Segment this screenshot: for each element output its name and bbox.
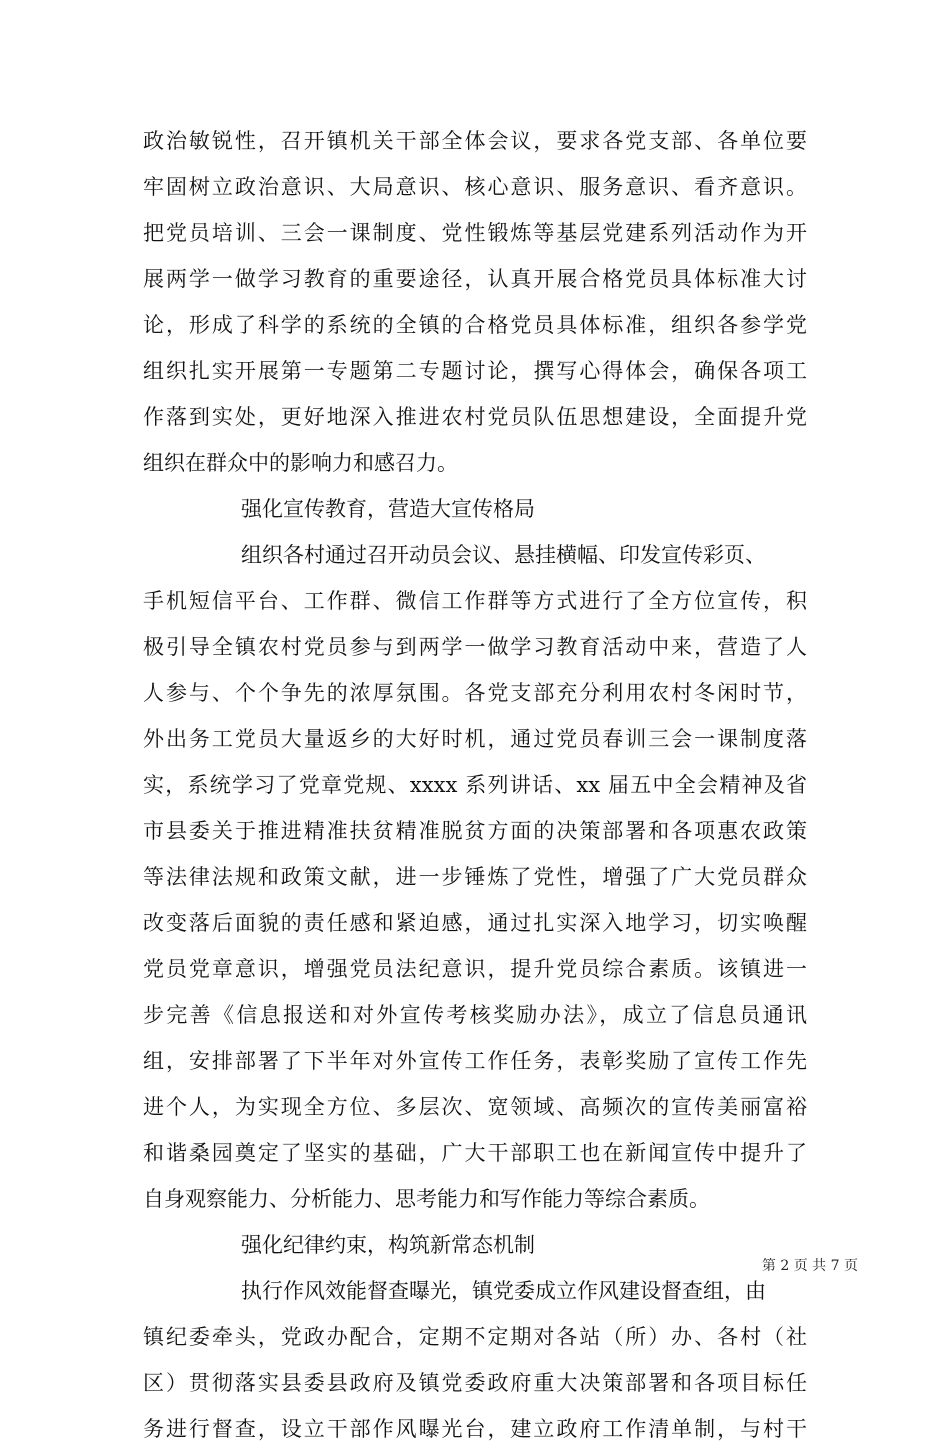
text-line: 论，形成了科学的系统的全镇的合格党员具体标准，组织各参学党 <box>143 313 807 337</box>
text-line: 把党员培训、三会一课制度、党性锻炼等基层党建系列活动作为开 <box>143 221 807 245</box>
text-line: 实，系统学习了党章党规、xxxx 系列讲话、xx 届五中全会精神及省 <box>143 773 807 797</box>
section-heading: 强化宣传教育，营造大宣传格局 <box>241 497 535 521</box>
text-line: 等法律法规和政策文献，进一步锤炼了党性，增强了广大党员群众 <box>143 865 807 889</box>
text-line: 镇纪委牵头，党政办配合，定期不定期对各站（所）办、各村（社 <box>143 1325 807 1349</box>
text-line: 手机短信平台、工作群、微信工作群等方式进行了全方位宣传，积 <box>143 589 807 613</box>
text-line: 组，安排部署了下半年对外宣传工作任务，表彰奖励了宣传工作先 <box>143 1049 807 1073</box>
text-line: 展两学一做学习教育的重要途径，认真开展合格党员具体标准大讨 <box>143 267 807 291</box>
page-number-footer: 第 2 页 共 7 页 <box>761 1258 858 1274</box>
text-line: 组织各村通过召开动员会议、悬挂横幅、印发宣传彩页、 <box>241 543 766 567</box>
text-line: 极引导全镇农村党员参与到两学一做学习教育活动中来，营造了人 <box>143 635 807 659</box>
text-line: 人参与、个个争先的浓厚氛围。各党支部充分利用农村冬闲时节， <box>143 681 807 705</box>
text-line: 进个人，为实现全方位、多层次、宽领域、高频次的宣传美丽富裕 <box>143 1095 807 1119</box>
text-line: 牢固树立政治意识、大局意识、核心意识、服务意识、看齐意识。 <box>143 175 807 199</box>
text-line: 外出务工党员大量返乡的大好时机，通过党员春训三会一课制度落 <box>143 727 807 751</box>
text-line: 组织扎实开展第一专题第二专题讨论，撰写心得体会，确保各项工 <box>143 359 807 383</box>
text-line: 务进行督查，设立干部作风曝光台，建立政府工作清单制，与村干 <box>143 1417 807 1441</box>
text-line: 步完善《信息报送和对外宣传考核奖励办法》，成立了信息员通讯 <box>143 1003 807 1027</box>
text-line: 组织在群众中的影响力和感召力。 <box>143 451 458 475</box>
text-line: 党员党章意识，增强党员法纪意识，提升党员综合素质。该镇进一 <box>143 957 807 981</box>
text-line: 作落到实处，更好地深入推进农村党员队伍思想建设，全面提升党 <box>143 405 807 429</box>
section-heading: 强化纪律约束，构筑新常态机制 <box>241 1233 535 1257</box>
text-line: 自身观察能力、分析能力、思考能力和写作能力等综合素质。 <box>143 1187 710 1211</box>
text-line: 和谐桑园奠定了坚实的基础，广大干部职工也在新闻宣传中提升了 <box>143 1141 807 1165</box>
text-line: 市县委关于推进精准扶贫精准脱贫方面的决策部署和各项惠农政策 <box>143 819 807 843</box>
body-text <box>143 118 807 1452</box>
text-line: 区）贯彻落实县委县政府及镇党委政府重大决策部署和各项目标任 <box>143 1371 807 1395</box>
text-line: 改变落后面貌的责任感和紧迫感，通过扎实深入地学习，切实唤醒 <box>143 911 807 935</box>
text-line: 执行作风效能督查曝光，镇党委成立作风建设督查组，由 <box>241 1279 766 1303</box>
text-line: 政治敏锐性，召开镇机关干部全体会议，要求各党支部、各单位要 <box>143 129 807 153</box>
